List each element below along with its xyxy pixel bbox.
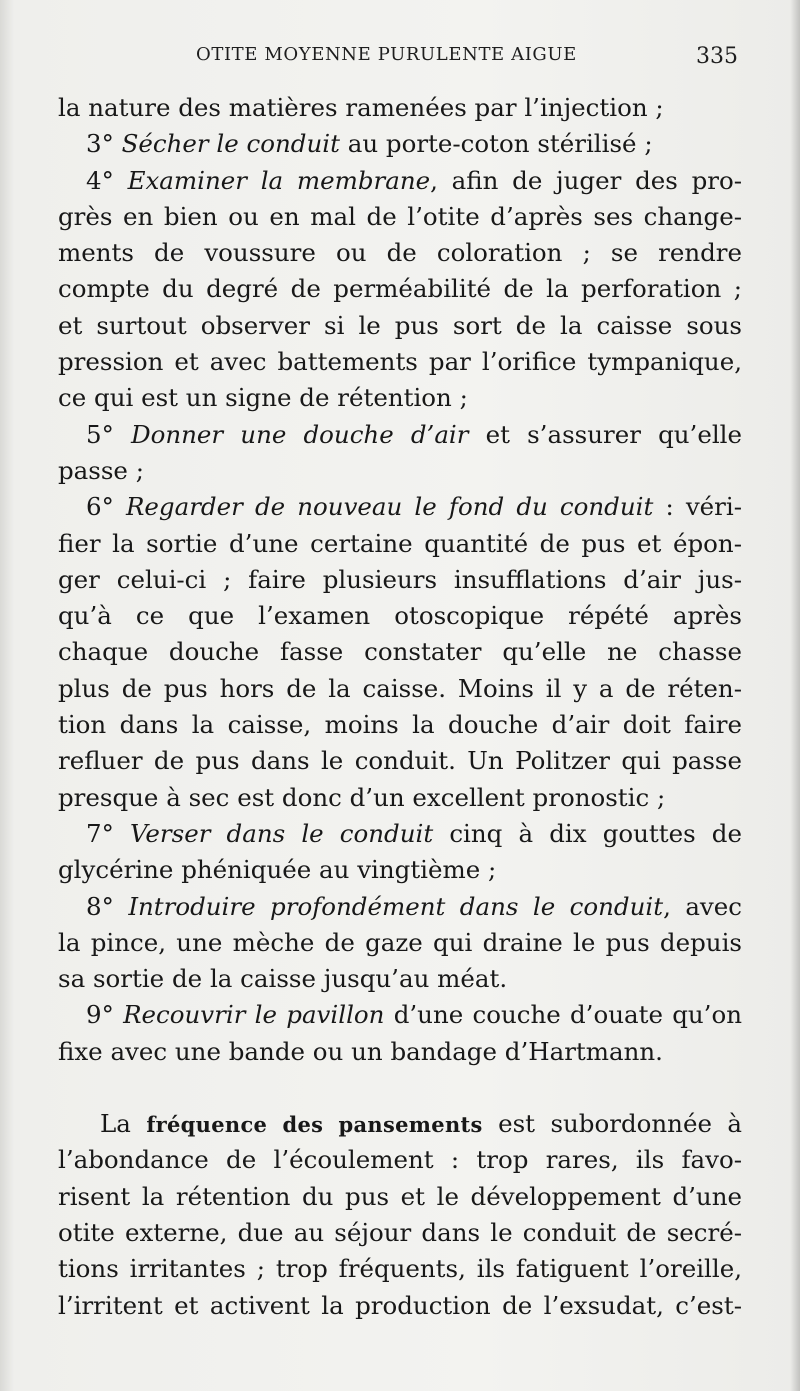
text-line [58, 489, 742, 525]
text-line: tion dans la caisse, moins la douche d’air doit faire [58, 710, 742, 740]
text-line: l’irritent et activent la production de l’exsudat, c’est- [58, 1290, 742, 1320]
text-line: fier la sortie d’une certaine quantité de pus et épon- [58, 528, 742, 558]
paragraph-dressings [58, 1106, 742, 1324]
italic-heading: Introduire profondément dans le conduit [128, 891, 664, 921]
text-line: l’abondance de l’écoulement : trop rares, ils favo- [58, 1145, 742, 1175]
page-number: 335 [696, 44, 738, 69]
text-line [58, 163, 742, 199]
text-line: ce qui est un signe de rétention ; [58, 383, 468, 413]
text-line [58, 1106, 742, 1142]
text-line: risent la rétention du pus et le développement d’une [58, 1181, 742, 1211]
text-line: pression et avec battements par l’orifice tympanique, [58, 347, 742, 377]
italic-heading: Verser dans le conduit [129, 818, 434, 848]
text-line: qu’à ce que l’examen otoscopique répété après [58, 601, 742, 631]
line-suffix: : véri- [653, 492, 742, 522]
line-prefix: 8° [86, 891, 129, 921]
text-line [58, 816, 742, 852]
text-line: compte du degré de perméabilité de la perforation ; [58, 274, 742, 304]
text-line: sa sortie de la caisse jusqu’au méat. [58, 964, 508, 994]
line-suffix: au porte-coton stérilisé ; [339, 129, 653, 159]
text-line: chaque douche fasse constater qu’elle ne chasse [58, 637, 742, 667]
text-line: presque à sec est donc d’un excellent pronostic ; [58, 782, 666, 812]
line-prefix: 9° [86, 1000, 124, 1030]
paragraph-steps [58, 90, 742, 1070]
text-line [58, 417, 742, 453]
text-line: tions irritantes ; trop fréquents, ils fatiguent l’oreille, [58, 1254, 742, 1284]
body-text [58, 90, 742, 1324]
line-suffix: et s’assurer qu’elle [468, 419, 742, 449]
running-head: OTITE MOYENNE PURULENTE AIGUE [196, 44, 577, 65]
italic-heading: Regarder de nouveau le fond du conduit [125, 492, 654, 522]
text-line [58, 126, 742, 162]
text-line: ments de voussure ou de coloration ; se rendre [58, 238, 742, 268]
line-suffix: , afin de juger des pro- [430, 165, 742, 195]
text-line: otite externe, due au séjour dans le conduit de secré- [58, 1217, 742, 1247]
line-prefix: 4° [86, 165, 128, 195]
text-line: la nature des matières ramenées par l’injection ; [58, 93, 664, 122]
text-line: et surtout observer si le pus sort de la caisse sous [58, 310, 742, 340]
line-prefix: La [100, 1109, 147, 1139]
text-line [58, 997, 742, 1033]
italic-heading: Examiner la membrane [127, 165, 431, 195]
text-line [58, 889, 742, 925]
text-line: grès en bien ou en mal de l’otite d’après ses change- [58, 201, 742, 231]
text-line: ger celui-ci ; faire plusieurs insufflations d’air jus- [58, 564, 742, 594]
italic-heading: Recouvrir le pavillon [123, 1000, 385, 1030]
page-header [60, 44, 740, 74]
text-line: passe ; [58, 455, 144, 485]
text-line: refluer de pus dans le conduit. Un Politzer qui passe [58, 746, 742, 776]
text-line: glycérine phéniquée au vingtième ; [58, 855, 497, 885]
line-suffix: , avec [663, 891, 742, 921]
line-suffix: d’une couche d’ouate qu’on [384, 1000, 742, 1030]
line-suffix: est subordonnée à [482, 1109, 742, 1139]
paragraph-gap [58, 1070, 742, 1106]
line-prefix: 3° [86, 129, 122, 159]
text-line: fixe avec une bande ou un bandage d’Hartmann. [58, 1036, 663, 1066]
line-prefix: 5° [86, 419, 131, 449]
text-line: la pince, une mèche de gaze qui draine le pus depuis [58, 927, 742, 957]
line-prefix: 6° [86, 492, 126, 522]
bold-term: fréquence des pansements [146, 1112, 483, 1138]
line-prefix: 7° [86, 818, 130, 848]
text-line: plus de pus hors de la caisse. Moins il y a de réten- [58, 673, 742, 703]
line-suffix: cinq à dix gouttes de [433, 818, 742, 848]
italic-heading: Sécher le conduit [121, 129, 340, 159]
italic-heading: Donner une douche d’air [130, 419, 469, 449]
